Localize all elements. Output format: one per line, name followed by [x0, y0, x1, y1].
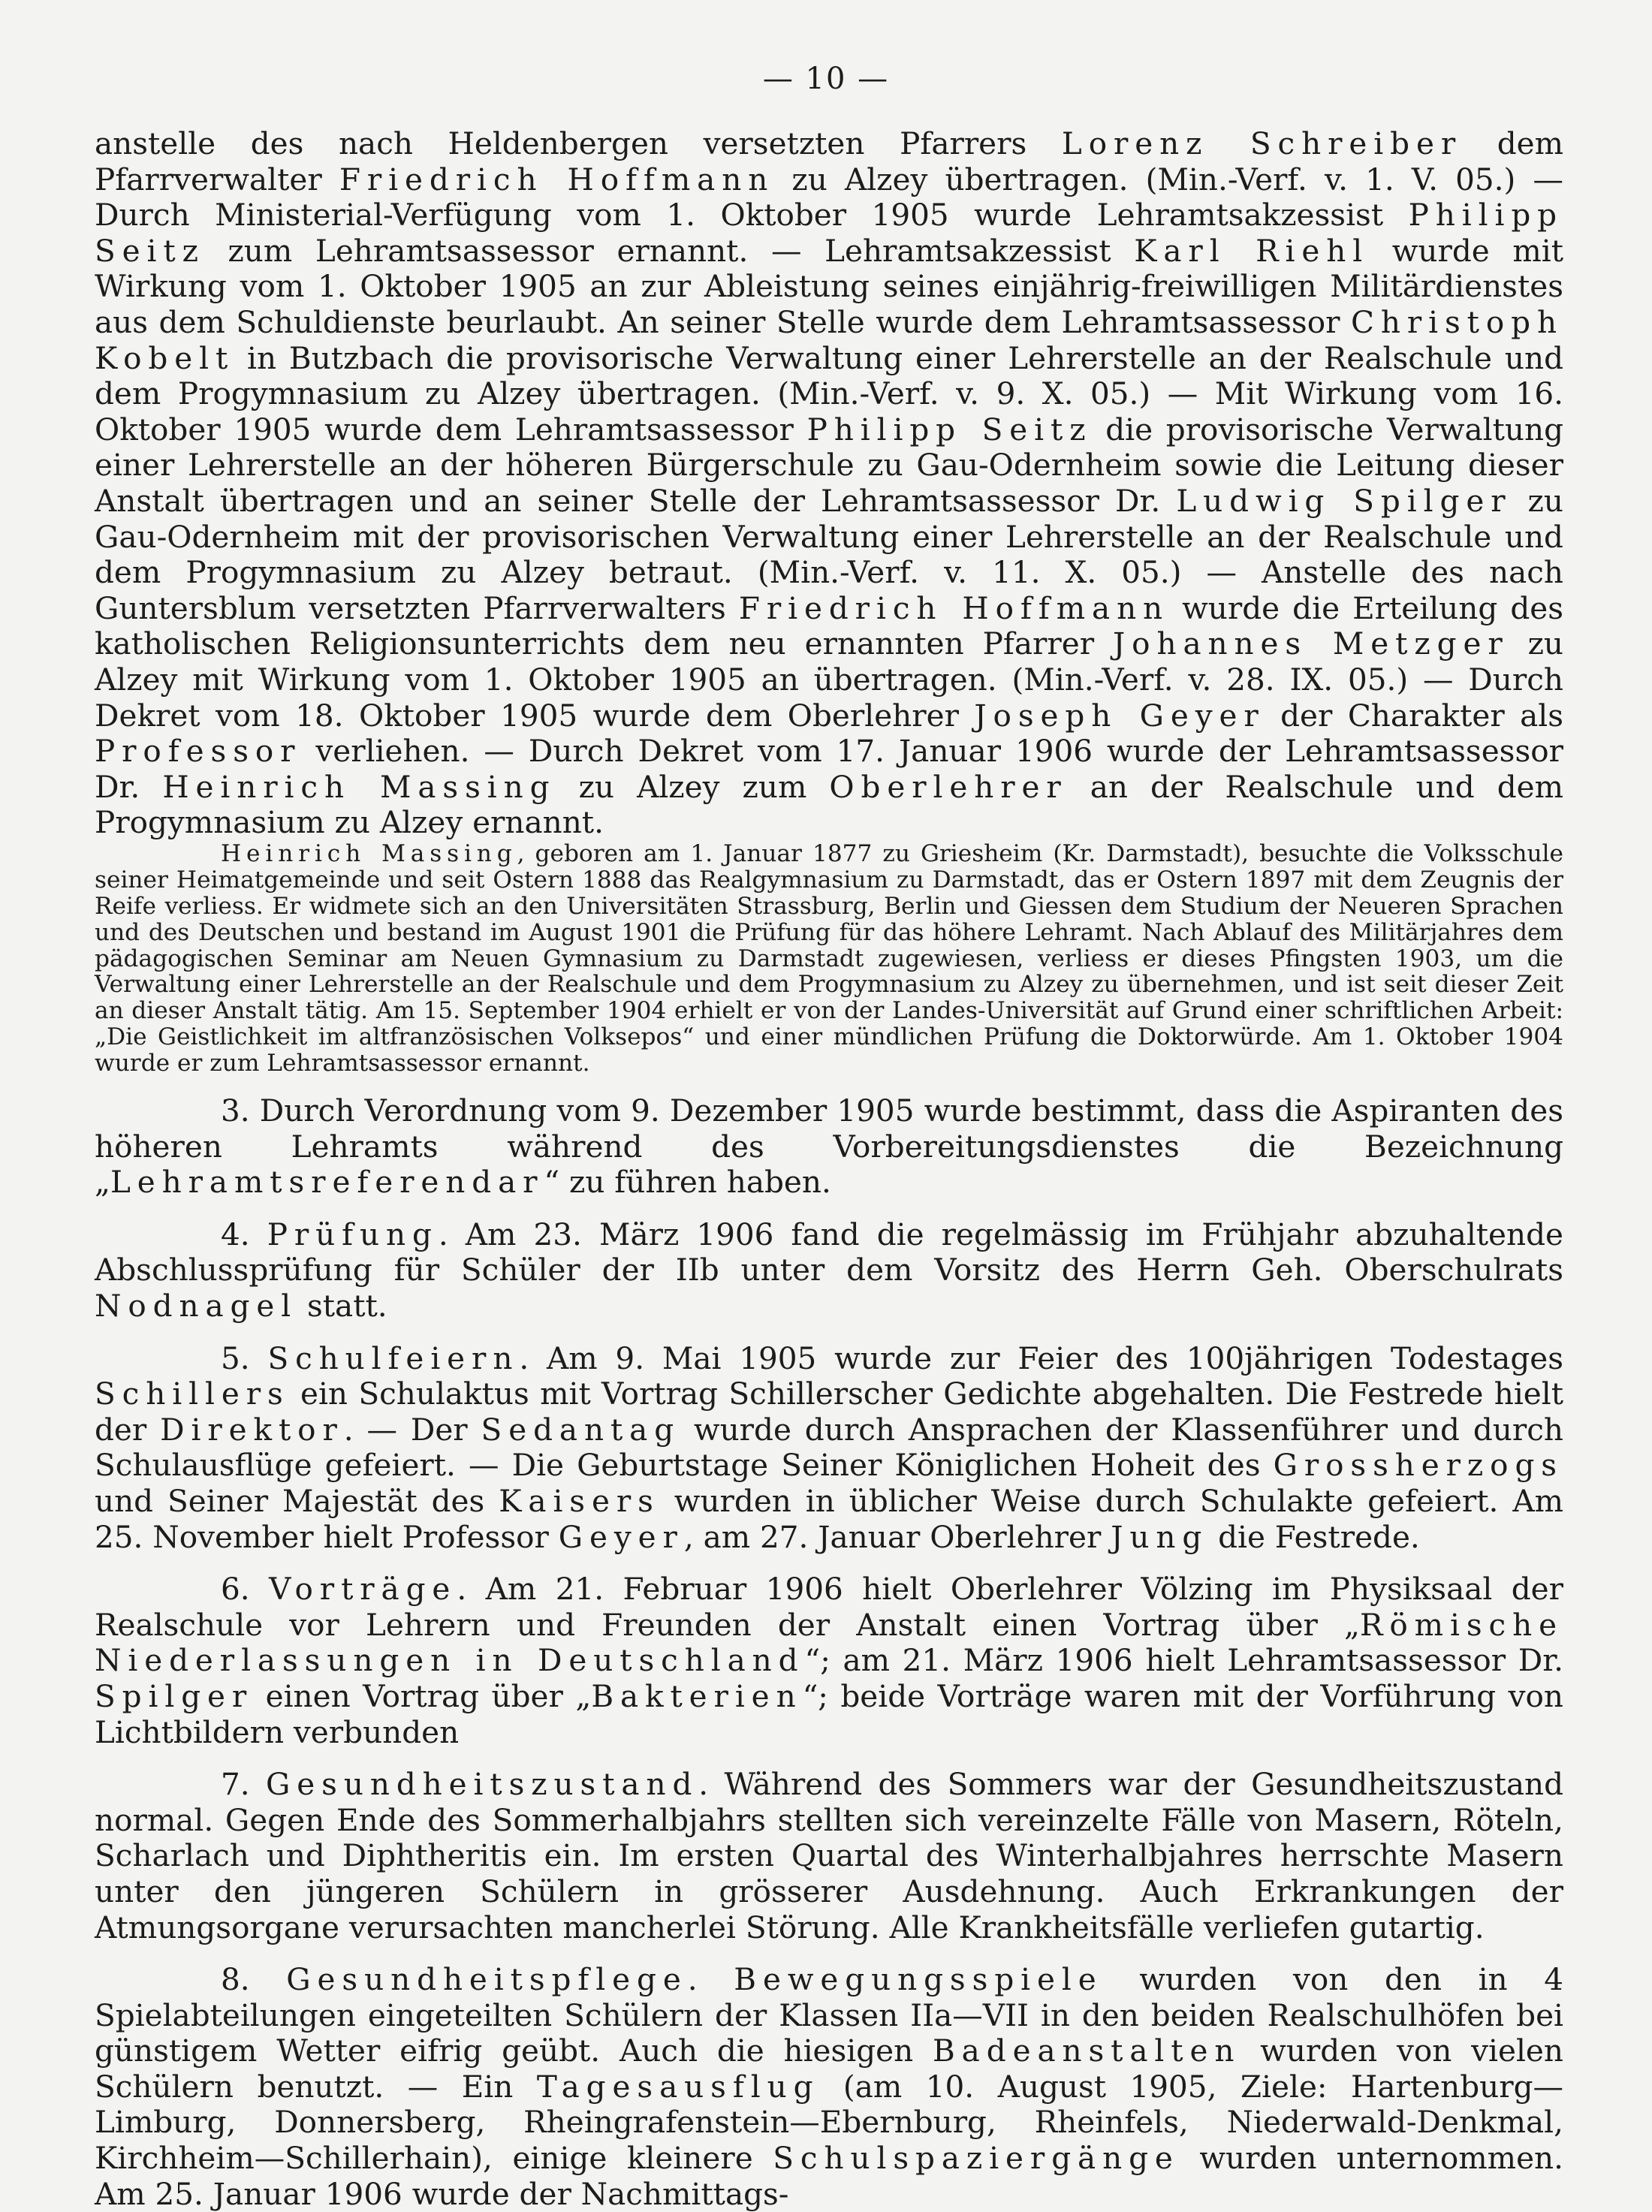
spaced-text: Kaisers: [499, 1482, 660, 1519]
page-number: — 10 —: [762, 62, 890, 96]
section-8-gesundheitspflege: [95, 1962, 1563, 2212]
section-5-schulfeiern: [95, 1341, 1563, 1556]
text-run: und Seiner Majestät des: [95, 1482, 499, 1519]
spaced-text: Direktor: [160, 1411, 344, 1448]
spaced-text: Vorträge: [269, 1571, 457, 1608]
spaced-text: Grossherzogs: [1273, 1447, 1563, 1484]
text-run: in Butzbach die provisorische Verwaltung einer Lehrerstelle an der Realschule und dem Progymnasium zu Alzey übertragen. (Min.-Verf. v. 9. X. 05.) — Mit Wirkung vom 16. Oktober 1905 wurde dem Lehramtsassessor: [95, 339, 1563, 448]
spaced-text: Prüfung: [267, 1216, 439, 1252]
spaced-text: Spilger: [95, 1677, 254, 1714]
text-run: (am 10. August 1905, Ziele: Hartenburg—Limburg, Donnersberg, Rheingrafenstein—Ebernburg, Rheinfels, Niederwald-Denkmal, Kirchheim—Schillerhain), einige kleinere: [95, 2068, 1563, 2177]
text-run: 3. Durch Verordnung vom 9. Dezember 1905 wurde bestimmt, dass die Aspiranten des höheren Lehramts während des Vorbereitungsdienstes die Bezeichnung „: [95, 1092, 1563, 1201]
spaced-text: Ludwig Spilger: [1176, 482, 1512, 519]
spaced-text: Friedrich Hoffmann: [738, 589, 1170, 626]
spaced-text: Johannes Metzger: [1113, 625, 1509, 662]
page-body: [95, 126, 1563, 2212]
text-run: “; beide Vorträge waren mit der Vorführung von Lichtbildern verbunden: [95, 1677, 1563, 1750]
text-run: ein Schulaktus mit Vortrag Schillerscher Gedichte abgehalten. Die Festrede hielt der: [95, 1376, 1563, 1448]
text-run: 8.: [221, 1961, 287, 1998]
spaced-text: Schulspaziergänge: [773, 2140, 1180, 2177]
spaced-text: Heinrich Massing: [221, 839, 517, 867]
footnote-biography: [95, 841, 1563, 1077]
spaced-text: Gesundheitszustand: [266, 1766, 699, 1803]
text-run: an der Realschule und dem Progymnasium zu Alzey ernannt.: [95, 768, 1563, 841]
spaced-text: Jung: [1111, 1518, 1209, 1555]
text-run: . Am 23. März 1906 fand die regelmässig im Frühjahr abzuhaltende Abschlussprüfung für Schüler der IIb unter dem Vorsitz des Herrn Geh. Oberschulrats: [95, 1216, 1564, 1288]
text-run: .: [687, 1961, 734, 1998]
text-run: zu Alzey mit Wirkung vom 1. Oktober 1905 an übertragen. (Min.-Verf. v. 28. IX. 05.) — Durch Dekret vom 18. Oktober 1905 wurde dem Oberlehrer: [95, 625, 1563, 734]
text-run: . Während des Sommers war der Gesundheitszustand normal. Gegen Ende des Sommerhalbjahrs stellten sich vereinzelte Fälle von Masern, Röteln, Scharlach und Diphtheritis ein. Im ersten Quartal des Winterhalbjahres herrschte Masern unter den jüngeren Schülern in grösserer Ausdehnung. Auch Erkrankungen der Atmungsorgane verursachten mancherlei Störung. Alle Krankheitsfälle verliefen gutartig.: [95, 1766, 1563, 1945]
section-4-pruefung: [95, 1217, 1563, 1324]
spaced-text: Bakterien: [591, 1677, 803, 1714]
text-run: . Am 9. Mai 1905 wurde zur Feier des 100jährigen Todestages: [519, 1340, 1564, 1376]
text-run: . — Der: [343, 1411, 481, 1448]
text-run: 6.: [221, 1571, 270, 1608]
text-run: wurden von vielen Schülern benutzt. — Ein: [95, 2033, 1563, 2105]
spaced-text: Bewegungsspiele: [734, 1961, 1103, 1998]
text-run: wurde mit Wirkung vom 1. Oktober 1905 an zur Ableistung seines einjährig-freiwilligen Militärdienstes aus dem Schuldienste beurlaubt. An seiner Stelle wurde dem Lehramtsassessor: [95, 232, 1563, 340]
spaced-text: Schulfeiern: [267, 1340, 520, 1376]
spaced-text: Badeanstalten: [933, 2033, 1241, 2069]
text-run: einen Vortrag über „: [253, 1677, 592, 1714]
text-run: “; am 21. März 1906 hielt Lehramtsassessor Dr.: [804, 1642, 1563, 1679]
spaced-text: Friedrich Hoffmann: [339, 161, 775, 197]
text-run: dem Pfarrverwalter: [95, 125, 1563, 197]
text-run: wurden unternommen. Am 25. Januar 1906 wurde der Nachmittags-: [95, 2140, 1563, 2212]
spaced-text: Karl Riehl: [1134, 232, 1370, 269]
text-run: wurde die Erteilung des katholischen Religionsunterrichts dem neu ernannten Pfarrer: [95, 589, 1563, 662]
spaced-text: Geyer: [558, 1518, 684, 1555]
text-run: die Festrede.: [1208, 1518, 1420, 1555]
paragraph-appointments: [95, 126, 1563, 841]
spaced-text: Heinrich Massing: [162, 768, 556, 805]
text-run: , am 27. Januar Oberlehrer: [683, 1518, 1111, 1555]
text-run: wurden von den in 4 Spielabteilungen eingeteilten Schülern der Klassen IIa—VII in den beiden Realschulhöfen bei günstigem Wetter eifrig geübt. Auch die hiesigen: [95, 1961, 1564, 2069]
section-7-gesundheitszustand: [95, 1767, 1563, 1945]
text-run: zu Alzey zum: [556, 768, 830, 805]
spaced-text: Joseph Geyer: [974, 697, 1265, 734]
spaced-text: Nodnagel: [95, 1288, 298, 1324]
spaced-text: Professor: [95, 733, 302, 770]
text-run: verliehen. — Durch Dekret vom 17. Januar 1906 wurde der Lehramtsassessor Dr.: [95, 733, 1563, 805]
spaced-text: Lehramtsreferendar: [110, 1164, 544, 1201]
text-run: anstelle des nach Heldenbergen versetzten Pfarrers: [95, 125, 1062, 161]
text-run: zu Gau-Odernheim mit der provisorischen Verwaltung einer Lehrerstelle an der Realschule und dem Progymnasium zu Alzey betraut. (Min.-Verf. v. 11. X. 05.) — Anstelle des nach Guntersblum versetzten Pfarrverwalters: [95, 482, 1563, 626]
spaced-text: Sedantag: [481, 1411, 681, 1448]
section-6-vortraege: [95, 1572, 1563, 1750]
text-run: 4.: [221, 1216, 267, 1252]
text-run: statt.: [297, 1288, 387, 1324]
spaced-text: Römische Niederlassungen in Deutschland: [95, 1606, 1563, 1679]
text-run: 7.: [221, 1766, 266, 1803]
text-run: zum Lehramtsassessor ernannt. — Lehramtsakzessist: [204, 232, 1135, 269]
text-run: , geboren am 1. Januar 1877 zu Griesheim (Kr. Darmstadt), besuchte die Volksschule seiner Heimatgemeinde und seit Ostern 1888 das Realgymnasium zu Darmstadt, das er Ostern 1897 mit dem Zeugnis der Reife verliess. Er widmete sich an den Universitäten Strassburg, Berlin und Giessen dem Studium der Neueren Sprachen und des Deutschen und bestand im August 1901 die Prüfung für das höhere Lehramt. Nach Ablauf des Militärjahres dem pädagogischen Seminar am Neuen Gymnasium zu Darmstadt zugewiesen, verliess er dieses Pfingsten 1903, um die Verwaltung einer Lehrerstelle an der Realschule und dem Progymnasium zu Alzey zu übernehmen, und ist seit dieser Zeit an dieser Anstalt tätig. Am 15. September 1904 erhielt er von der Landes-Universität auf Grund einer schriftlichen Arbeit: „Die Geistlichkeit im altfranzösischen Volksepos“ und einer mündlichen Prüfung die Doktorwürde. Am 1. Oktober 1904 wurde er zum Lehramtsassessor ernannt.: [95, 839, 1563, 1077]
text-run: wurde durch Ansprachen der Klassenführer und durch Schulausflüge gefeiert. — Die Geburtstage Seiner Königlichen Hoheit des: [95, 1411, 1563, 1484]
text-run: . Am 21. Februar 1906 hielt Oberlehrer Völzing im Physiksaal der Realschule vor Lehrern und Freunden der Anstalt einen Vortrag über „: [95, 1571, 1563, 1643]
spaced-text: Lorenz Schreiber: [1061, 125, 1463, 161]
spaced-text: Gesundheitspflege: [286, 1961, 688, 1998]
section-3-lehramtsreferendar: [95, 1093, 1563, 1201]
text-run: der Charakter als: [1265, 697, 1564, 734]
spaced-text: Christoph Kobelt: [95, 303, 1563, 376]
spaced-text: Philipp Seitz: [806, 411, 1093, 448]
spaced-text: Oberlehrer: [829, 768, 1068, 805]
spaced-text: Philipp Seitz: [95, 197, 1563, 269]
text-run: die provisorische Verwaltung einer Lehrerstelle an der höheren Bürgerschule zu Gau-Odernheim sowie die Leitung dieser Anstalt übertragen und an seiner Stelle der Lehramtsassessor Dr.: [95, 411, 1563, 519]
spaced-text: Schillers: [95, 1376, 290, 1412]
text-run: “ zu führen haben.: [544, 1164, 831, 1201]
spaced-text: Tagesausflug: [536, 2068, 820, 2105]
text-run: zu Alzey übertragen. (Min.-Verf. v. 1. V. 05.) — Durch Ministerial-Verfügung vom 1. Oktober 1905 wurde Lehramtsakzessist: [95, 161, 1564, 234]
text-run: 5.: [221, 1340, 268, 1376]
text-run: wurden in üblicher Weise durch Schulakte gefeiert. Am 25. November hielt Professor: [95, 1482, 1563, 1555]
